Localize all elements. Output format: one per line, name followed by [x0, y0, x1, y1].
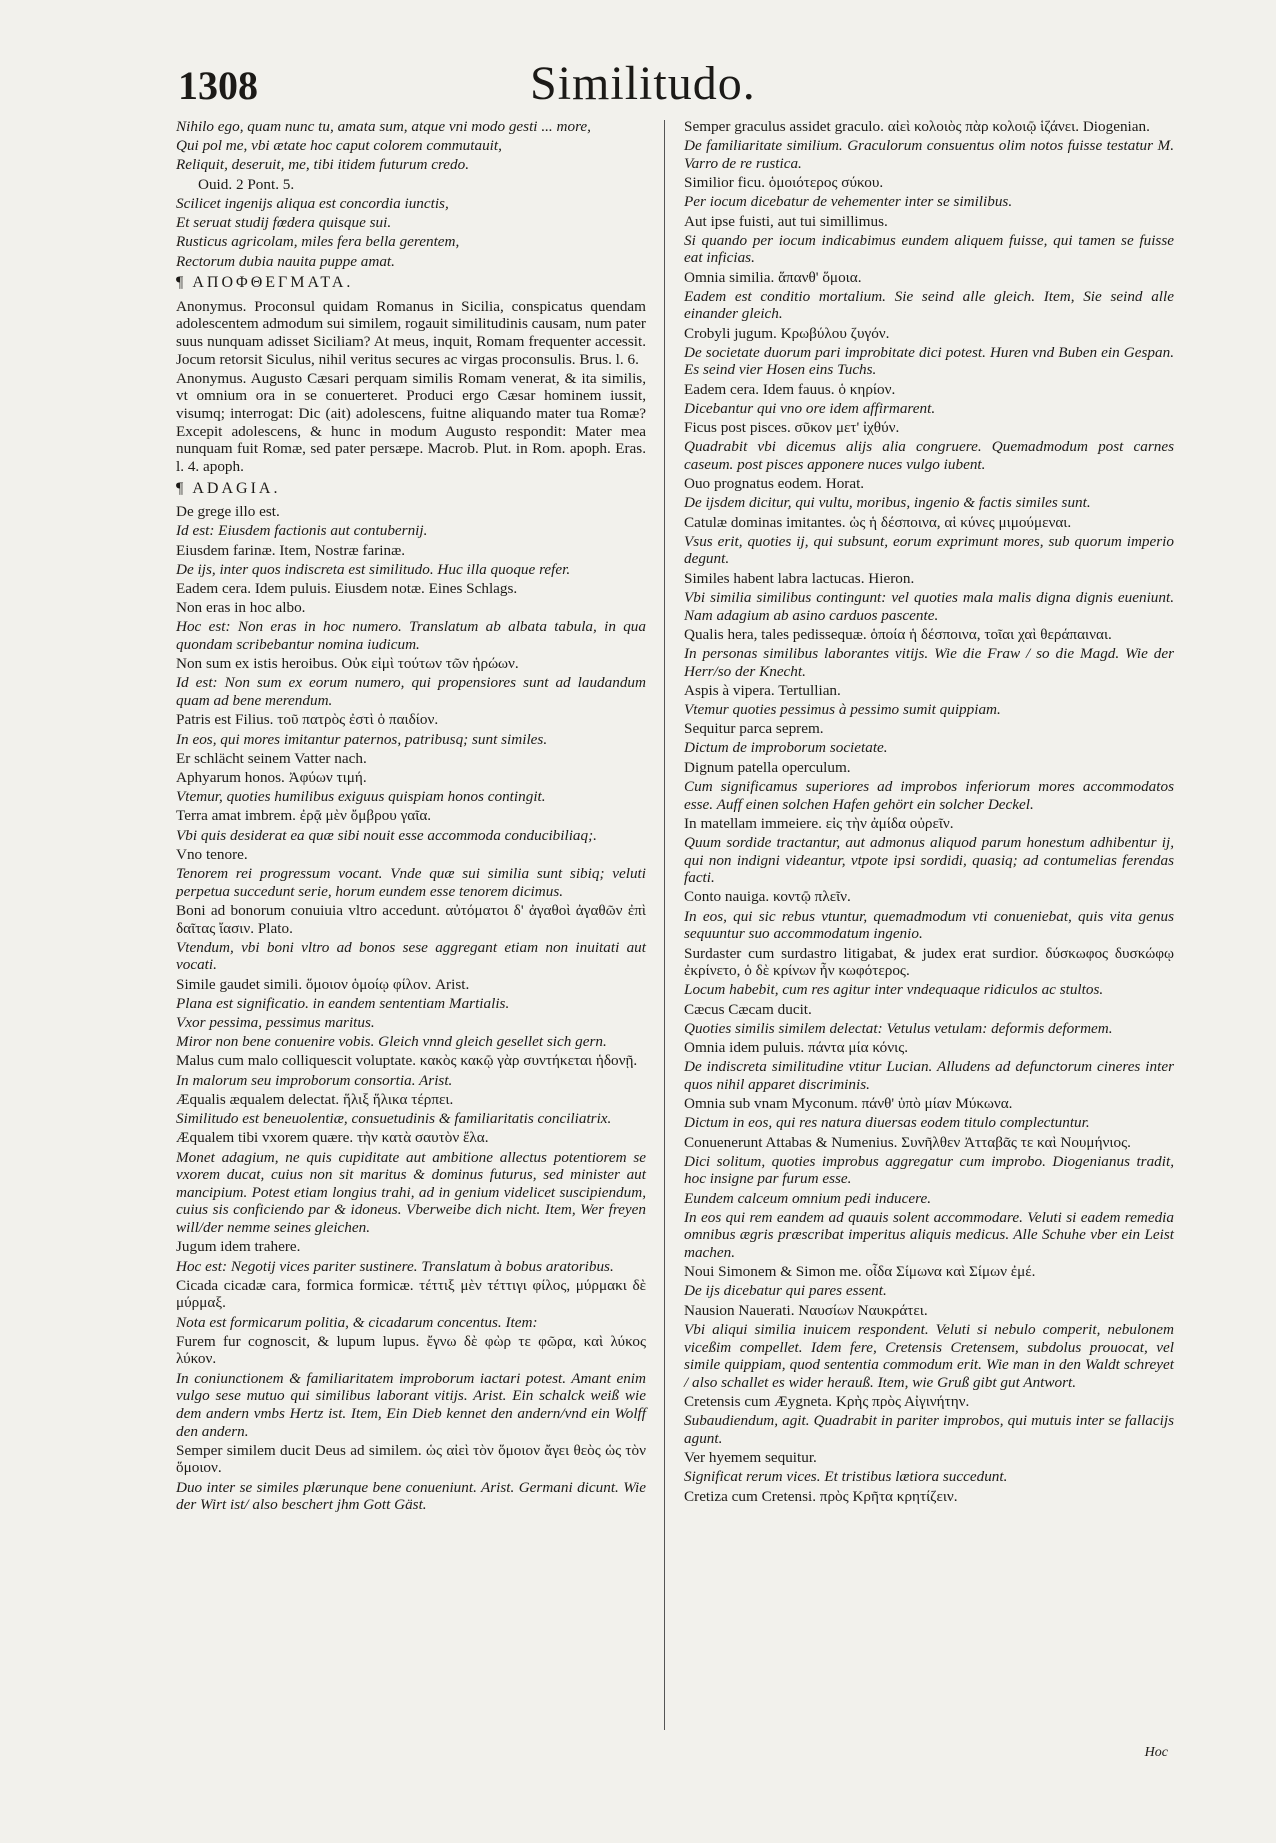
text-paragraph: In eos, qui sic rebus vtuntur, quemadmodum vti conueniebat, quis vita genus sequuntur suo accommodatum ingenio. [684, 907, 1174, 943]
column-divider [664, 120, 665, 1730]
text-paragraph: Monet adagium, ne quis cupiditate aut ambitione allectus potentiorem se vxorem ducat, cuius non sit maritus & dominus futurus, sed minister aut mancipium. Potest etiam longius trahi, ad in genium videlicet suscipiendum, cuius sis conficiendo par & idoneus. Vberweibe dich nicht. Item, Wer freyen will/der nemme seines gleichen. [176, 1148, 646, 1237]
text-paragraph: Si quando per iocum indicabimus eundem aliquem fuisse, qui tamen se fuisse eat inficias. [684, 231, 1174, 267]
text-paragraph: Vtemur quoties pessimus à pessimo sumit quippiam. [684, 701, 1001, 719]
text-paragraph: In malorum seu improborum consortia. Arist. [176, 1071, 453, 1089]
text-paragraph: Conto nauiga. κοντῷ πλεῖν. [684, 888, 851, 906]
text-paragraph: In coniunctionem & familiaritatem improborum iactari potest. Amant enim vulgo sese mutuo qui similibus laborant vitijs. Arist. Ein schalck weiß wie dem andern vmbs Hertz ist. Item, Ein Dieb kennet den andern/vnd ein Wolff den andern. [176, 1369, 646, 1440]
text-paragraph: Reliquit, deseruit, me, tibi itidem futurum credo. [176, 156, 470, 174]
section-heading: ¶ ΑΠΟΦΘΕΓΜΑΤΑ. [176, 274, 354, 292]
text-paragraph: Ouid. 2 Pont. 5. [198, 175, 295, 193]
text-paragraph: Jugum idem trahere. [176, 1238, 301, 1256]
text-paragraph: Ficus post pisces. σῦκον μετ' ἰχθύν. [684, 419, 900, 437]
text-paragraph: Dictum in eos, qui res natura diuersas eodem titulo complectuntur. [684, 1114, 1090, 1132]
text-paragraph: Similes habent labra lactucas. Hieron. [684, 569, 915, 587]
text-paragraph: Eiusdem farinæ. Item, Nostræ farinæ. [176, 541, 406, 559]
text-paragraph: Omnia idem puluis. πάντα μία κόνις. [684, 1039, 909, 1056]
text-paragraph: Vno tenore. [176, 845, 248, 863]
text-paragraph: Aspis à vipera. Tertullian. [684, 681, 841, 699]
text-paragraph: Non eras in hoc albo. [176, 599, 306, 617]
text-paragraph: Cum significamus superiores ad improbos inferiorum mores accommodatos esse. Auff einen solchen Hafen gehört ein solcher Deckel. [684, 777, 1174, 813]
text-paragraph: De ijs, inter quos indiscreta est similitudo. Huc illa quoque refer. [176, 560, 571, 578]
text-paragraph: Cicada cicadæ cara, formica formicæ. τέττιξ μὲν τέττιγι φίλος, μύρμακι δὲ μύρμαξ. [176, 1276, 646, 1312]
section-heading: ¶ ADAGIA. [176, 479, 281, 497]
text-paragraph: Terra amat imbrem. ἐρᾷ μὲν ὄμβρου γαῖα. [176, 807, 432, 825]
text-paragraph: Id est: Eiusdem factionis aut contubernij. [176, 522, 428, 540]
text-paragraph: In personas similibus laborantes vitijs. Wie die Fraw / so die Magd. Wie der Herr/so der Knecht. [684, 644, 1174, 680]
page-number: 1308 [178, 63, 258, 108]
text-paragraph: Cretensis cum Æygneta. Κρὴς πρὸς Αἰγινήτην. [684, 1393, 970, 1410]
text-paragraph: Dicebantur qui vno ore idem affirmarent. [684, 399, 936, 417]
text-paragraph: Er schlächt seinem Vatter nach. [176, 749, 367, 767]
text-paragraph: Anonymus. Augusto Cæsari perquam similis Romam venerat, & ita similis, vt omnium ora in se conuerteret. Produci ergo Cæsar hominem iussit, visumq; interrogat: Dic (ait) adolescens, fuitne aliquando mater tua Romæ? Excepit adolescens, & hunc in modum Augusto respondit: Mater mea nunquam fuit Romæ, sed pater persæpe. Macrob. Plut. in Rom. apoph. Eras. l. 4. apoph. [176, 369, 646, 475]
text-paragraph: Vtendum, vbi boni vltro ad bonos sese aggregant etiam non inuitati aut vocati. [176, 938, 646, 974]
text-paragraph: Vsus erit, quoties ij, qui subsunt, eorum exprimunt mores, sub quorum imperio degunt. [684, 532, 1174, 568]
text-paragraph: Miror non bene conuenire vobis. Gleich vnnd gleich gesellet sich gern. [176, 1033, 607, 1051]
text-paragraph: Simile gaudet simili. ὅμοιον ὁμοίῳ φίλον. Arist. [176, 975, 470, 993]
text-paragraph: Anonymus. Proconsul quidam Romanus in Sicilia, conspicatus quendam adolescentem admodum sui similem, rogauit similitudinis causam, num pater suus nunquam adisset Siciliam? At meus, inquit, Romam frequenter accessit. Jocum retorsit Siculus, nihil veritus secures ac virgas proconsulis. Brus. l. 6. [176, 297, 646, 368]
text-paragraph: Locum habebit, cum res agitur inter vndequaque ridiculos ac stultos. [684, 981, 1104, 999]
text-paragraph: De grege illo est. [176, 503, 280, 521]
text-paragraph: Vtemur, quoties humilibus exiguus quispiam honos contingit. [176, 788, 546, 806]
text-paragraph: Qui pol me, vbi ætate hoc caput colorem commutauit, [176, 137, 502, 155]
text-paragraph: Eadem est conditio mortalium. Sie seind alle gleich. Item, Sie seind alle einander gleich. [684, 287, 1174, 323]
text-paragraph: Eadem cera. Idem puluis. Eiusdem notæ. Eines Schlags. [176, 579, 518, 597]
text-paragraph: Surdaster cum surdastro litigabat, & judex erat surdior. δύσκωφος δυσκώφῳ ἐκρίνετο, ὁ δὲ κρίνων ἦν κωφότερος. [684, 944, 1174, 980]
text-paragraph: Ouo prognatus eodem. Horat. [684, 475, 865, 493]
text-paragraph: Subaudiendum, agit. Quadrabit in pariter improbos, qui mutuis inter se fallacijs agunt. [684, 1412, 1174, 1447]
text-paragraph: Id est: Non sum ex eorum numero, qui propensiores sunt ad laudandum quam ad bene merendum. [176, 674, 646, 710]
text-paragraph: In eos, qui mores imitantur paternos, patribusq; sunt similes. [176, 730, 548, 748]
text-paragraph: Catulæ dominas imitantes. ὡς ἡ δέσποινα, αἱ κύνες μιμούμεναι. [684, 513, 1072, 531]
text-paragraph: Non sum ex istis heroibus. Οὐκ εἰμὶ τούτων τῶν ἡρώων. [176, 655, 519, 673]
text-paragraph: Dictum de improborum societate. [684, 739, 888, 757]
text-paragraph: Crobyli jugum. Κρωβύλου ζυγόν. [684, 324, 890, 342]
text-paragraph: Sequitur parca seprem. [684, 720, 824, 738]
text-paragraph: Tenorem rei progressum vocant. Vnde quæ sui similia sunt sibiq; veluti perpetua succedunt serie, horum eundem esse tenorem dicimus. [176, 865, 646, 900]
text-paragraph: De indiscreta similitudine vtitur Lucian. Alludens ad defunctorum cineres inter quos nihil apparet discriminis. [684, 1058, 1174, 1093]
text-paragraph: Quum sordide tractantur, aut admonus aliquod parum honestum adhibentur ij, qui non indigni videantur, vtpote ipsi sordidi, quasiq; ad contumelias ferendas facti. [684, 833, 1174, 887]
text-paragraph: De ijs dicebatur qui pares essent. [684, 1282, 887, 1300]
text-paragraph: Rusticus agricolam, miles fera bella gerentem, [176, 233, 460, 251]
text-paragraph: Vbi aliqui similia inuicem respondent. Veluti si nebulo comperit, nebulonem viceßim compellet. Idem fere, Cretensis Cretensem, subdolus prouocat, vel simile quippiam, quod sententia commodum erit. Wie man in den Waldt schreyet / also schallet es wider herauß. Item, wie Gruß gibt gut Antwort. [684, 1320, 1174, 1391]
text-paragraph: Aut ipse fuisti, aut tui simillimus. [684, 212, 888, 230]
text-paragraph: Vbi quis desiderat ea quæ sibi nouit esse accommoda conducibiliaq;. [176, 826, 597, 844]
text-paragraph: Qualis hera, tales pedissequæ. ὁποία ἡ δέσποινα, τοῖαι χαὶ θεράπαιναι. [684, 625, 1112, 643]
text-paragraph: Dici solitum, quoties improbus aggregatur cum improbo. Diogenianus tradit, hoc insigne par furum esse. [684, 1152, 1174, 1188]
text-paragraph: Eadem cera. Idem fauus. ὁ κηρίον. [684, 380, 896, 398]
text-paragraph: Patris est Filius. τοῦ πατρὸς ἐστὶ ὁ παιδίον. [176, 711, 439, 729]
left-column [176, 118, 646, 1515]
text-paragraph: Nausion Nauerati. Ναυσίων Ναυκράτει. [684, 1301, 928, 1319]
text-paragraph: Vbi similia similibus contingunt: vel quoties mala malis digna dignis eueniunt. Nam adagium ab asino carduos pascente. [684, 588, 1174, 624]
text-paragraph: Semper graculus assidet graculo. αἰεὶ κολοιὸς πὰρ κολοιῷ ἱζάνει. Diogenian. [684, 118, 1150, 135]
text-paragraph: Eundem calceum omnium pedi inducere. [684, 1189, 932, 1207]
right-column [684, 118, 1174, 1507]
text-paragraph: Boni ad bonorum conuiuia vltro accedunt. αὐτόματοι δ' ἀγαθοὶ ἀγαθῶν ἐπὶ δαῖτας ἴασιν. Plato. [176, 901, 646, 937]
text-paragraph: Æqualis æqualem delectat. ἥλιξ ἥλικα τέρπει. [176, 1090, 454, 1108]
text-paragraph: Malus cum malo colliquescit voluptate. κακὸς κακῷ γὰρ συντήκεται ἡδονῇ. [176, 1052, 638, 1070]
text-paragraph: Et seruat studij fœdera quisque sui. [176, 214, 392, 232]
text-paragraph: De ijsdem dicitur, qui vultu, moribus, ingenio & factis similes sunt. [684, 494, 1091, 512]
text-paragraph: Omnia sub vnam Myconum. πάνθ' ὑπὸ μίαν Μύκωνα. [684, 1095, 1013, 1113]
text-paragraph: Æqualem tibi vxorem quære. τὴν κατὰ σαυτὸν ἔλα. [176, 1129, 489, 1147]
text-paragraph: Similitudo est beneuolentiæ, consuetudinis & familiaritatis conciliatrix. [176, 1110, 612, 1128]
text-paragraph: Quadrabit vbi dicemus alijs alia congruere. Quemadmodum post carnes caseum. post pisces apponere nuces vulgo iubent. [684, 438, 1174, 473]
text-paragraph: Cæcus Cæcam ducit. [684, 1000, 812, 1018]
text-paragraph: In eos qui rem eandem ad quauis solent accommodare. Veluti si eadem remedia omnibus ægris præscribat imperitus aliquis medicus. Alle Schuhe vber ein Leist machen. [684, 1208, 1174, 1262]
page-title: Similitudo. [530, 57, 756, 110]
text-paragraph: Duo inter se similes plærunque bene conueniunt. Arist. Germani dicunt. Wie der Wirt ist/ also beschert jhm Gott Gäst. [176, 1478, 646, 1514]
catchword: Hoc [1144, 1745, 1168, 1760]
text-paragraph: Quoties similis similem delectat: Vetulus vetulam: deformis deformem. [684, 1019, 1113, 1037]
text-paragraph: Vxor pessima, pessimus maritus. [176, 1014, 375, 1032]
text-paragraph: Furem fur cognoscit, & lupum lupus. ἔγνω δὲ φὼρ τε φῶρα, καὶ λύκος λύκον. [176, 1332, 646, 1368]
text-paragraph: Per iocum dicebatur de vehementer inter se similibus. [684, 193, 1013, 211]
text-paragraph: Hoc est: Non eras in hoc numero. Translatum ab albata tabula, in qua quondam scribebantur nomina iudicum. [176, 618, 646, 654]
text-paragraph: De familiaritate similium. Graculorum consuentus olim notos fuisse testatur M. Varro de re rustica. [684, 137, 1174, 172]
text-paragraph: Similior ficu. ὁμοιότερος σύκου. [684, 174, 884, 192]
text-paragraph: Hoc est: Negotij vices pariter sustinere. Translatum à bobus aratoribus. [176, 1257, 614, 1275]
text-paragraph: De societate duorum pari improbitate dici potest. Huren vnd Buben ein Gespan. Es seind vier Hosen eins Tuchs. [684, 343, 1174, 379]
text-paragraph: Significat rerum vices. Et tristibus lætiora succedunt. [684, 1468, 1008, 1486]
text-paragraph: In matellam immeiere. εἰς τὴν ἀμίδα οὐρεῖν. [684, 814, 954, 832]
running-head [0, 57, 1276, 114]
text-paragraph: Cretiza cum Cretensi. πρὸς Κρῆτα κρητίζειν. [684, 1487, 958, 1505]
text-paragraph: Ver hyemem sequitur. [684, 1449, 817, 1467]
text-paragraph: Semper similem ducit Deus ad similem. ὡς αἰεὶ τὸν ὅμοιον ἄγει θεὸς ὡς τὸν ὅμοιον. [176, 1441, 646, 1477]
text-paragraph: Conuenerunt Attabas & Numenius. Συνῆλθεν Ἀτταβᾶς τε καὶ Νουμήνιος. [684, 1133, 1131, 1151]
text-paragraph: Plana est significatio. in eandem sententiam Martialis. [176, 994, 510, 1012]
text-paragraph: Scilicet ingenijs aliqua est concordia iunctis, [176, 194, 449, 212]
text-paragraph: Rectorum dubia nauita puppe amat. [176, 252, 395, 270]
text-paragraph: Nota est formicarum politia, & cicadarum concentus. Item: [176, 1313, 538, 1331]
text-paragraph: Noui Simonem & Simon me. οἶδα Σίμωνα καὶ Σίμων ἐμέ. [684, 1263, 1036, 1281]
text-paragraph: Dignum patella operculum. [684, 758, 851, 776]
text-paragraph: Omnia similia. ἅπανθ' ὅμοια. [684, 268, 862, 286]
text-paragraph: Nihilo ego, quam nunc tu, amata sum, atque vni modo gesti ... more, [176, 118, 591, 135]
text-paragraph: Aphyarum honos. Ἀφύων τιμή. [176, 768, 367, 786]
